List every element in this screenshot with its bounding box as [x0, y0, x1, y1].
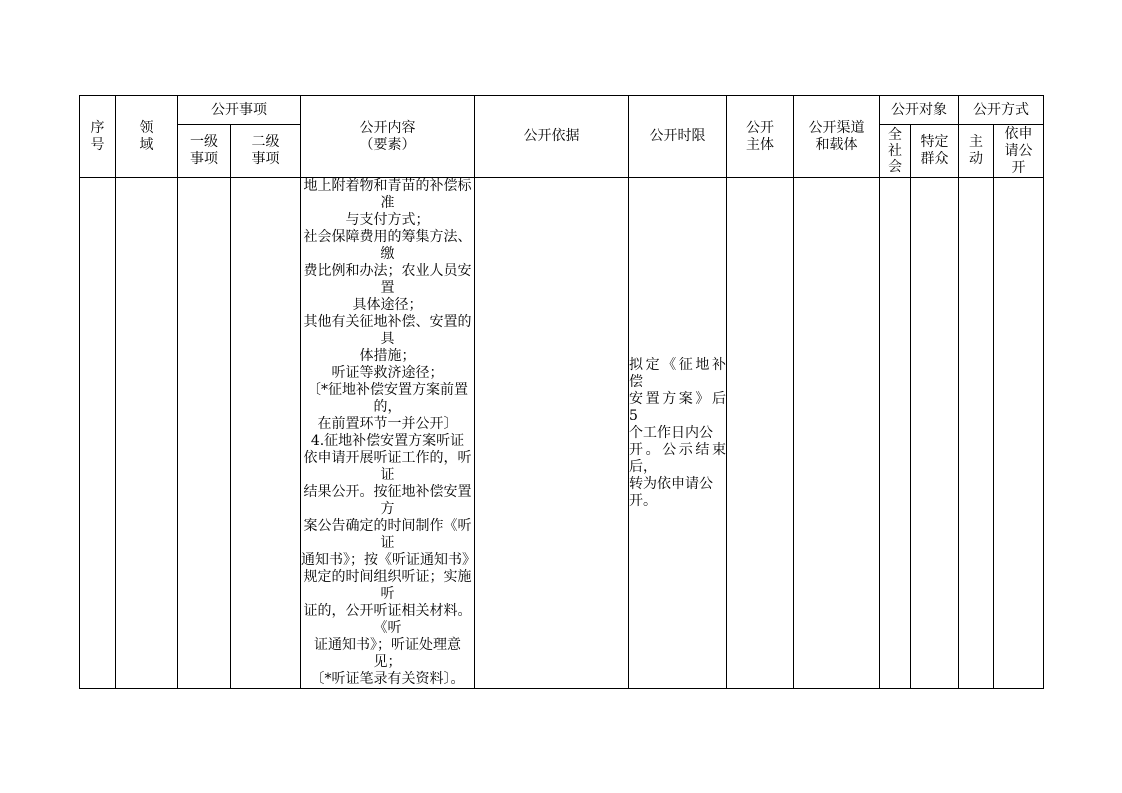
header-time-limit-label: 公开时限 — [649, 128, 706, 144]
header-on-request-label: 依申请公开 — [1004, 125, 1033, 176]
time-limit-line: 开。 — [629, 492, 657, 509]
header-subject — [727, 96, 794, 178]
content-line: 听证等救济途径； — [331, 365, 444, 381]
header-method-group — [959, 96, 1044, 125]
header-subject-label: 公开主体 — [746, 119, 774, 153]
header-seq — [80, 96, 116, 178]
cell-content — [301, 178, 475, 689]
time-limit-text — [629, 357, 726, 510]
header-specific-public — [911, 125, 959, 178]
header-method-group-label: 公开方式 — [973, 101, 1029, 118]
header-active — [959, 125, 994, 178]
cell-subject — [727, 178, 794, 689]
content-line: 依申请开展听证工作的，听证 — [303, 450, 472, 483]
header-seq-label: 序号 — [90, 119, 105, 153]
header-field-label: 领域 — [139, 119, 154, 153]
header-content — [301, 96, 475, 178]
cell-specific-public — [911, 178, 959, 689]
header-content-line1: 公开内容 — [359, 119, 416, 136]
header-level2 — [231, 125, 301, 178]
header-specific-public-label: 特定群众 — [920, 134, 949, 167]
content-line: 社会保障费用的筹集方法、缴 — [303, 229, 472, 262]
cell-basis — [475, 178, 629, 689]
header-channel — [794, 96, 880, 178]
header-basis-label: 公开依据 — [523, 128, 580, 144]
header-whole-society — [880, 125, 911, 178]
cell-field — [116, 178, 178, 689]
cell-level1 — [178, 178, 231, 689]
cell-time-limit — [629, 178, 727, 689]
header-items-group — [178, 96, 301, 125]
content-line: 费比例和办法；农业人员安置 — [303, 263, 472, 296]
header-basis — [475, 96, 629, 178]
header-level1 — [178, 125, 231, 178]
cell-whole-society — [880, 178, 911, 689]
time-limit-line: 个工作日内公 — [629, 424, 713, 441]
time-limit-line: 安置方案》后 5 — [629, 390, 726, 424]
disclosure-table — [79, 95, 1044, 689]
content-line: 规定的时间组织听证；实施听 — [303, 569, 472, 602]
content-line: 地上附着物和青苗的补偿标准 — [303, 178, 472, 211]
cell-active — [959, 178, 994, 689]
header-target-group-label: 公开对象 — [891, 101, 947, 118]
time-limit-line: 开。公示结束后， — [629, 441, 726, 475]
content-line: 〔*听证笔录有关资料〕。 — [310, 671, 465, 687]
header-level2-label: 二级事项 — [251, 134, 280, 167]
content-line: 案公告确定的时间制作《听证 — [303, 518, 472, 551]
cell-on-request — [994, 178, 1044, 689]
content-line: 结果公开。按征地补偿安置方 — [303, 484, 472, 517]
time-limit-line: 转为依申请公 — [629, 475, 713, 492]
header-field — [116, 96, 178, 178]
cell-level2 — [231, 178, 301, 689]
cell-channel — [794, 178, 880, 689]
content-line: 〔*征地补偿安置方案前置的， — [307, 382, 468, 415]
content-line: 证通知书》；听证处理意见； — [314, 637, 461, 670]
cell-seq — [80, 178, 116, 689]
content-text — [301, 178, 474, 688]
content-line: 通知书》；按《听证通知书》 — [301, 552, 476, 568]
content-line: 其他有关征地补偿、安置的具 — [303, 314, 472, 347]
header-active-label: 主动 — [969, 134, 983, 167]
header-content-line2: （要素） — [359, 136, 416, 153]
header-level1-label: 一级事项 — [190, 134, 218, 167]
content-line: 4.征地补偿安置方案听证 — [310, 433, 465, 449]
content-line: 体措施； — [359, 348, 416, 364]
table-row — [80, 178, 1044, 689]
header-items-group-label: 公开事项 — [211, 101, 267, 118]
time-limit-line: 拟定《征地补偿 — [629, 356, 726, 390]
header-time-limit — [629, 96, 727, 178]
header-on-request — [994, 125, 1044, 178]
content-line: 与支付方式； — [345, 212, 430, 228]
header-row-1 — [80, 96, 1044, 125]
header-whole-society-label: 全社会 — [888, 126, 902, 175]
content-line: 具体途径； — [352, 297, 423, 313]
content-line: 证的，公开听证相关材料。《听 — [303, 603, 472, 636]
header-channel-label: 公开渠道和载体 — [808, 119, 865, 153]
header-target-group — [880, 96, 959, 125]
content-line: 在前置环节一并公开〕 — [317, 416, 458, 432]
